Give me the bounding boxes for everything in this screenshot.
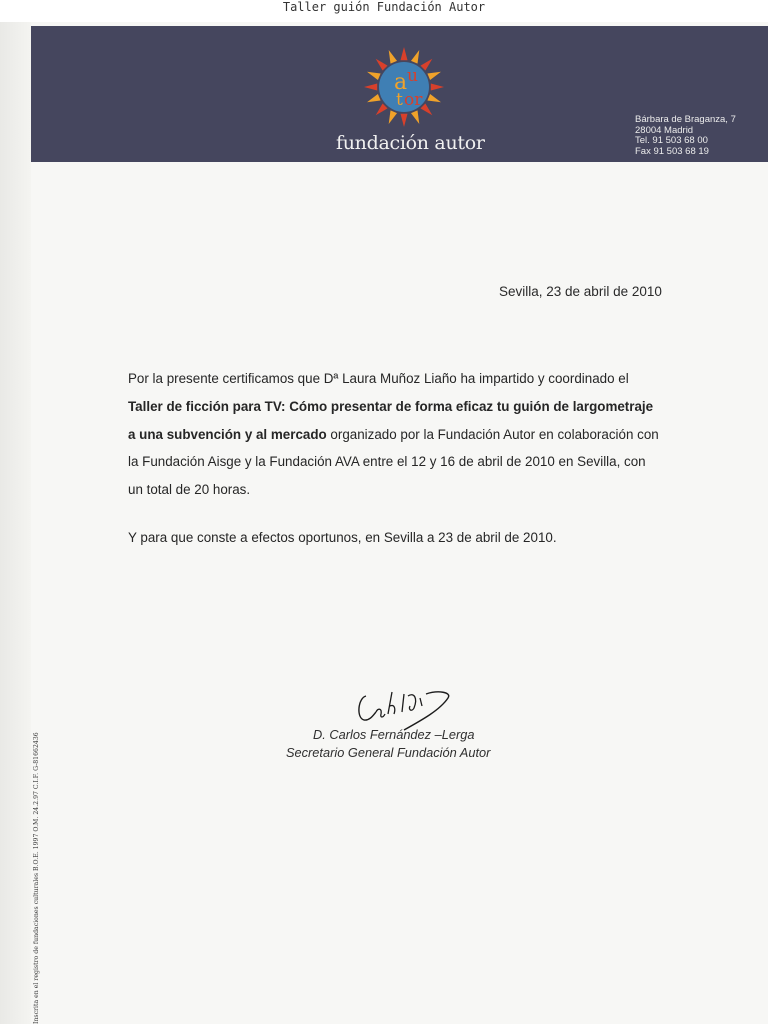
fundacion-autor-sun-logo xyxy=(362,45,446,129)
certificate-intro: Por la presente certificamos que Dª Laura Muñoz Liaño ha impartido y coordinado el xyxy=(128,371,629,386)
svg-text:u: u xyxy=(407,66,418,86)
letter-page xyxy=(0,22,768,1024)
registration-note: Inscrita en el registro de fundaciones culturales B.O.E. 1997 O.M. 24.2.97 C.I.F. G-81662436 xyxy=(33,732,40,1024)
logo-sun-ray xyxy=(367,72,381,80)
logo-sun-ray xyxy=(401,114,408,127)
logo-sun-ray xyxy=(376,59,388,71)
logo-sun-ray xyxy=(427,72,441,80)
window-title: Taller guión Fundación Autor xyxy=(0,0,768,22)
logo-sun-ray xyxy=(389,50,397,64)
course-title: Taller de ficción para TV: Cómo presentar de forma eficaz tu guión de largometraje a una subvención y al mercado xyxy=(128,398,654,442)
brand-name: fundación autor xyxy=(336,132,485,154)
signer-name: D. Carlos Fernández –Lerga xyxy=(313,727,475,742)
logo-sun-ray xyxy=(376,104,388,116)
address-line: Bárbara de Braganza, 7 xyxy=(635,114,736,125)
signer-title: Secretario General Fundación Autor xyxy=(286,745,491,760)
svg-text:a: a xyxy=(394,70,408,95)
svg-text:or: or xyxy=(404,90,423,110)
svg-text:t: t xyxy=(396,90,403,110)
logo-sun-ray xyxy=(401,47,408,60)
closing-sentence: Y para que conste a efectos oportunos, en Sevilla a 23 de abril de 2010. xyxy=(128,530,557,545)
logo-sun-ray xyxy=(427,94,441,102)
logo-sun-ray xyxy=(411,110,419,124)
certificate-paragraph xyxy=(128,365,664,504)
logo-sun-ray xyxy=(411,50,419,64)
letter-date: Sevilla, 23 de abril de 2010 xyxy=(499,284,662,299)
certificate-details: organizado por la Fundación Autor en colaboración con la Fundación Aisge y la Fundación AVA entre el 12 y 16 de abril de 2010 en Sevilla, con un total de 20 horas. xyxy=(128,426,659,498)
letterhead-address xyxy=(635,115,736,157)
logo-sun-ray xyxy=(431,84,444,91)
address-line: Fax 91 503 68 19 xyxy=(635,145,709,157)
page-scan-edge xyxy=(0,22,31,1024)
logo-sun-ray xyxy=(364,84,377,91)
address-line: 28004 Madrid xyxy=(635,124,694,136)
logo-sun-ray xyxy=(389,110,397,124)
logo-sun-ray xyxy=(421,59,433,71)
address-line: Tel. 91 503 68 00 xyxy=(635,135,708,146)
logo-sun-ray xyxy=(367,94,381,102)
